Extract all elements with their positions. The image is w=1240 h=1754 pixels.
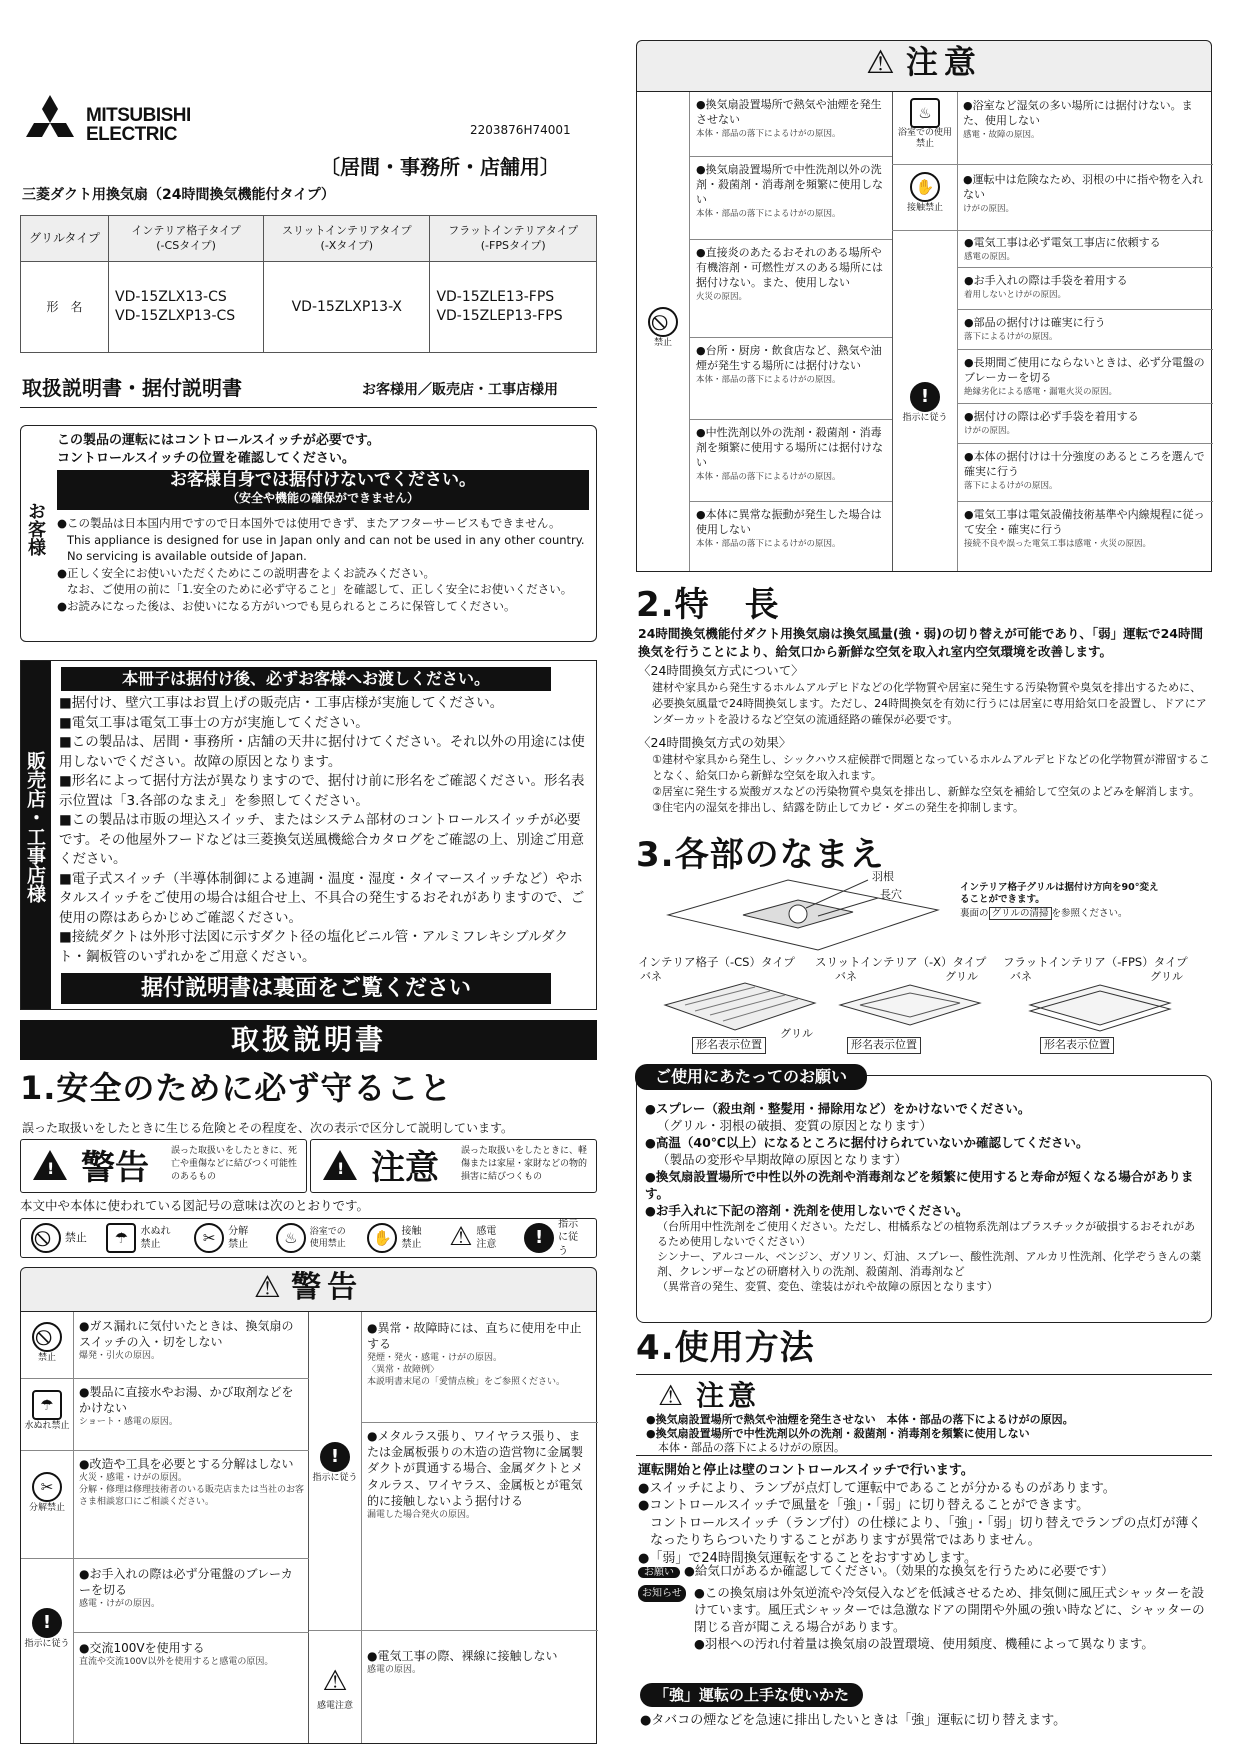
customer-line2: コントロールスイッチの位置を確認してください。 xyxy=(57,451,355,466)
warn-r2: ●メタルラス張り、ワイヤラス張り、または金属板張りの木造の造営物に金属製ダクトが貫通する場合、金属ダクトとメタルラス、ワイヤラス、金属板とが電気的に接触しないよう据付ける 漏電した場合発火の原因。 xyxy=(367,1429,584,1520)
customer-side-label: お客様 xyxy=(25,502,46,556)
section1-title: 1.安全のために必ず守ること xyxy=(20,1069,453,1107)
fps-grill: グリル xyxy=(1150,970,1183,983)
cs-models: VD-15ZLX13-CS VD-15ZLXP13-CS xyxy=(109,262,264,353)
document-id: 2203876H74001 xyxy=(470,123,571,137)
section2-effects: ①建材や家具から発生し、シックハウス症候群で問題となっているホルムアルデヒドなどの化学物質が滞留することなく、給気口から新鮮な空気を取入れます。 ②居室に発生する炭酸ガスなどの汚染物質や臭気を排出し、新鮮な空気を補給して空気のよどみを解消します。 ③住宅内の湿気を排出し、結露を防止してカビ・ダニの発生を抑制します。 xyxy=(652,753,1210,814)
type-cs-label: インテリア格子（-CS）タイプ xyxy=(638,955,795,969)
dealer-items: ■据付け、壁穴工事はお買上げの販売店・工事店様が実施してください。 ■電気工事は電気工事士の方が実施してください。 ■この製品は、居間・事務所・店舗の天井に据付けてください。それ以外の用途には使用しないでください。故障の原因となります。 ■形名によって据付方法が異なりますので、据付け前に形名をご確認ください。形名表示位置は「3.各部のなまえ」を参照してください。 ■この製品は市販の埋込スイッチ、またはシステム部材のコントロールスイッチが必要です。その他屋外フードなどは三菱換気送風機総合カタログをご確認の上、別途ご用意ください。 ■電子式スイッチ（半導体制御による連調・温度・湿度・タイマースイッチなど）やホタルスイッチをご使用の場合は組合せ上、不具合の発生するおそれがありますので、ご使用の際はあらかじめご確認ください。 ■接続ダクトは外形寸法図に示すダクト径の塩化ビニル管・アルミフレキシブルダクト・鋼板管のいずれかをご用意ください。 xyxy=(59,695,585,965)
fps-bane: バネ xyxy=(1010,970,1032,983)
brand-line2: ELECTRIC xyxy=(86,124,177,145)
notice-tag: お知らせ ●この換気扇は外気逆流や冷気侵入などを低減させるため、排気側に風圧式シャッターを設けています。風圧式シャッターでは急激なドアの開閉や外風の強い時などに、シャッターの閉じる音が聞こえる場合があります。 ●羽根への汚れ付着量は換気扇の設置環境、使用頻度、機種によって異なります。 xyxy=(638,1584,1212,1652)
ceiling-unit-diagram xyxy=(648,870,948,960)
grille-type-header: グリルタイプ xyxy=(21,216,109,262)
warn-l3: ●改造や工具を必要とする分解はしない 火災・感電・けがの原因。 分解・修理は修理技術者のいる販売店または当社のお客さま相談窓口にご相談ください。 xyxy=(79,1457,305,1508)
x-grill: グリル xyxy=(945,970,978,983)
caution-left-icon: 禁止 xyxy=(639,307,687,349)
caution-right-icon: ! 指示に従う xyxy=(895,382,955,424)
customer-notes: ●この製品は日本国内用ですので日本国外では使用できず、またアフターサービスもできません。 This appliance is designed for use in Japan only and can not be used in any other country. No servicing is available outside of Japan. ●正しく安全にお使いいただくためにこの説明書をよくお読みください。 なお、ご使用の前に「1.安全のために必ず守ること」を確認して、正しく安全にお使いください。 ●お読みになった後は、お使いになる方がいつでも見られるところに保管してください。 xyxy=(57,516,585,613)
section2-h1: 〈24時間換気方式について〉 xyxy=(638,663,804,678)
warning-label: 警告 xyxy=(81,1148,149,1188)
warning-table xyxy=(20,1312,597,1744)
dealer-box xyxy=(20,660,597,1010)
caution-r1: ●浴室など湿気の多い場所には据付けない。また、使用しない 感電・故障の原因。 xyxy=(963,99,1193,140)
instruction-icon: ! xyxy=(910,382,940,412)
grille-x-diagram xyxy=(830,975,995,1045)
warn-r1: ●異常・故障時には、直ちに使用を中止する 発煙・発火・感電・けがの原因。 〈異常・故障例〉 本説明書末尾の「愛情点検」をご参照ください。 xyxy=(367,1321,582,1388)
label-nagaana: 長穴 xyxy=(880,888,902,901)
audience: お客様用／販売店・工事店様用 xyxy=(362,382,558,398)
label-hane: 羽根 xyxy=(872,870,894,883)
no-bathroom-icon-legend: ♨ 浴室での使用禁止 xyxy=(276,1223,348,1253)
section2-h2: 〈24時間換気方式の効果〉 xyxy=(638,735,792,750)
cs-grill: グリル xyxy=(780,1027,813,1040)
fps-header: フラットインテリアタイプ (-FPSタイプ) xyxy=(430,216,597,262)
x-models: VD-15ZLXP13-X xyxy=(264,262,430,353)
warning-triangle-icon: ! xyxy=(33,1150,67,1180)
fps-position: 形名表示位置 xyxy=(1040,1037,1114,1054)
shock-icon-legend: ⚠ 感電注意 xyxy=(449,1222,497,1253)
warning-legend xyxy=(20,1139,307,1193)
no-touch-icon-legend: ✋ 接触禁止 xyxy=(367,1223,429,1253)
caution-r2: ●運転中は危険なため、羽根の中に指や物を入れない けがの原因。 xyxy=(963,173,1204,214)
dealer-bar: 本冊子は据付け後、必ずお客様へお渡しください。 xyxy=(61,667,551,691)
x-bane: バネ xyxy=(835,970,857,983)
brand-line1: MITSUBISHI xyxy=(86,105,191,126)
warn-l4-icon: ! 指示に従う xyxy=(23,1608,71,1650)
prohibit-icon xyxy=(648,307,678,337)
request-tag: お願い ●給気口があるか確認してください。（効果的な換気を行うために必要です） xyxy=(638,1563,1212,1580)
symbol-legend xyxy=(20,1218,597,1258)
model-label: 形 名 xyxy=(21,262,109,353)
warn-r3-icon: ⚠ 感電注意 xyxy=(316,1664,353,1711)
caution-table xyxy=(636,92,1212,572)
type-fps-label: フラットインテリア（-FPS）タイプ xyxy=(1003,955,1188,969)
section1-intro: 誤った取扱いをしたときに生じる危険とその程度を、次の表示で区分して説明しています。 xyxy=(22,1121,514,1135)
x-header: スリットインテリアタイプ (-Xタイプ) xyxy=(264,216,430,262)
request-box xyxy=(636,1067,1212,1323)
instruction-icon-legend: ! 指示に従う xyxy=(524,1218,586,1259)
x-position: 形名表示位置 xyxy=(847,1037,921,1054)
strong-mode-bar: 「強」運転の上手な使いかた xyxy=(640,1683,863,1707)
warning-header: ⚠ 警告 xyxy=(20,1267,597,1312)
prohibit-icon xyxy=(32,1322,62,1352)
customer-warning-bar: お客様自身では据付けないでください。 （安全や機能の確保ができません） xyxy=(57,470,589,510)
strong-mode-text: ●タバコの煙などを急速に排出したいときは「強」運転に切り替えます。 xyxy=(640,1713,1067,1728)
manual-bar: 取扱説明書 xyxy=(20,1020,597,1060)
no-disassemble-icon-legend: ✂ 分解禁止 xyxy=(194,1223,256,1253)
type-x-label: スリットインテリア（-X）タイプ xyxy=(815,955,987,969)
rotate-note: インテリア格子グリルは据付け方向を90°変えることができます。 xyxy=(960,882,1159,905)
section2-lead: 24時間換気機能付ダクト用換気扇は換気風量(強・弱)の切り替えが可能であり、「弱」運転で24時間換気を行うことにより、給気口から新鮮な空気を取入れ室内空気環境を改善します。 xyxy=(638,626,1203,659)
shock-icon: ⚠ xyxy=(322,1664,348,1697)
warning-desc: 誤った取扱いをしたときに、死亡や重傷などに結びつく可能性のあるもの xyxy=(171,1146,298,1182)
no-touch-icon: ✋ xyxy=(910,172,940,202)
no-water-icon-legend: ☂ 水ぬれ禁止 xyxy=(106,1223,174,1253)
caution-header: ⚠ 注意 xyxy=(636,40,1212,92)
customer-box xyxy=(20,425,597,642)
cs-header: インテリア格子タイプ (-CSタイプ) xyxy=(109,216,264,262)
warn-l4b: ●交流100Vを使用する 直流や交流100V以外を使用すると感電の原因。 xyxy=(79,1641,274,1668)
fps-models: VD-15ZLE13-FPS VD-15ZLEP13-FPS xyxy=(430,262,597,353)
manual-title: 取扱説明書・据付説明書 xyxy=(22,376,242,400)
caution-r2-icon: ✋ 接触禁止 xyxy=(895,172,955,214)
warn-l2: ●製品に直接水やお湯、かび取剤などをかけない ショート・感電の原因。 xyxy=(79,1385,294,1428)
warn-r2-icon: ! 指示に従う xyxy=(311,1442,359,1484)
cs-position: 形名表示位置 xyxy=(692,1037,766,1054)
section4-caution: ⚠ 注意 ●換気扇設置場所で熱気や油煙を発生させない 本体・部品の落下によるけがの原因。 ●換気扇設置場所で中性洗剤以外の洗剤・殺菌剤・消毒剤を頻繁に使用しない 本体・部品の落下によるけがの原因。 xyxy=(636,1374,1212,1456)
warn-l1: ●ガス漏れに気付いたときは、換気扇のスイッチの入・切をしない 爆発・引火の原因。 xyxy=(79,1319,294,1362)
section2-p1: 建材や家具から発生するホルムアルデヒドなどの化学物質や居室に発生する汚染物質や臭気を排出するために、必要換気風量で24時間換気します。ただし、24時間換気を有効に行うには居室に専用給気口を設置し、ドアにアンダーカットを設けるなど空気の流通経路の確保が必要です。 xyxy=(652,681,1207,726)
product-name: 三菱ダクト用換気扇（24時間換気機能付タイプ） xyxy=(22,187,335,203)
symbol-intro: 本文中や本体に使われている図記号の意味は次のとおりです。 xyxy=(20,1198,370,1213)
instruction-icon: ! xyxy=(32,1608,62,1638)
caution-left-list: ●換気扇設置場所で熱気や油煙を発生させない 本体・部品の落下によるけがの原因。 ●換気扇設置場所で中性洗剤以外の洗剤・殺菌剤・消毒剤を頻繁に使用しない 本体・部品の落下によるけがの原因。 ●直接炎のあたるおそれのある場所や有機溶剤・可燃性ガスのある場所には据付けない。また、使用しない 火災の原因。 ●台所・厨房・飲食店など、熱気や油煙が発生する場所には据付けない 本体・部品の落下によるけがの原因。 ●中性洗剤以外の洗剤・殺菌剤・消毒剤を頻繁に使用する場所には据付けない 本体・部品の落下によるけがの原因。 ●本体に異常な振動が発生した場合は使用しない 本体・部品の落下によるけがの原因。 xyxy=(690,92,892,570)
instruction-icon: ! xyxy=(320,1442,350,1472)
mitsubishi-logo xyxy=(20,95,215,150)
request-title: ご使用にあたってのお願い xyxy=(635,1064,867,1090)
warn-r3: ●電気工事の際、裸線に接触しない 感電の原因。 xyxy=(367,1649,558,1676)
warn-l1-icon: 禁止 xyxy=(23,1322,71,1364)
rotate-ref: 裏面の グリルの清掃 を参照ください。 xyxy=(960,908,1128,919)
section2-title: 2.特 長 xyxy=(636,585,780,625)
caution-label: 注意 xyxy=(371,1148,439,1188)
grille-fps-diagram xyxy=(1020,975,1185,1045)
no-bathroom-icon: ♨ xyxy=(910,98,940,128)
no-disassemble-icon: ✂ xyxy=(32,1472,62,1502)
caution-desc: 誤った取扱いをしたときに、軽傷または家屋・家財などの物的損害に結びつくもの xyxy=(461,1146,588,1182)
use-label: 〔居間・事務所・店舗用〕 xyxy=(320,155,560,179)
caution-r1-icon: ♨ 浴室での使用禁止 xyxy=(895,98,955,150)
section4-body: 運転開始と停止は壁のコントロールスイッチで行います。 ●スイッチにより、ランプが点灯して運転中であることが分かるものがあります。 ●コントロールスイッチで風量を「強」・「弱」に切り替えることができます。 コントロールスイッチ（ランプ付）の仕様により、「強」・「弱」切り替えでランプの点灯が薄くなったりちらついたりすることがありますが異常ではありません。 ●「弱」で24時間換気運転をすることをおすすめします。 xyxy=(638,1463,1202,1566)
model-table xyxy=(20,215,597,353)
warn-l4a: ●お手入れの際は必ず分電盤のブレーカーを切る 感電・けがの原因。 xyxy=(79,1567,293,1610)
caution-legend xyxy=(310,1139,597,1193)
warn-l3-icon: ✂ 分解禁止 xyxy=(23,1472,71,1514)
caution-right-list: ●電気工事は必ず電気工事店に依頼する 感電の原因。 ●お手入れの際は手袋を着用する 着用しないとけがの原因。 ●部品の据付けは確実に行う 落下によるけがの原因。 ●長期間ご使用にならないときは、必ず分電盤のブレーカーを切る 絶縁劣化による感電・漏電火災の原因。 ●据付けの際は必ず手袋を着用する けがの原因。 ●本体の据付けは十分強度のあるところを選んで確実に行う 落下によるけがの原因。 ●電気工事は電気設備技術基準や内線規程に従って安全・確実に行う 接続不良や誤った電気工事は感電・火災の原因。 xyxy=(958,230,1213,566)
caution-triangle-icon: ! xyxy=(323,1150,357,1180)
warn-l2-icon: ☂ 水ぬれ禁止 xyxy=(23,1390,71,1432)
three-diamonds-icon xyxy=(20,95,80,150)
no-water-icon: ☂ xyxy=(32,1390,62,1420)
prohibit-icon-legend: 禁止 xyxy=(31,1223,87,1253)
dealer-side-label: 販売店・工事店様 xyxy=(24,751,46,903)
customer-line1: この製品の運転にはコントロールスイッチが必要です。 xyxy=(57,433,380,448)
request-items: ●スプレー（殺虫剤・整髪用・掃除用など）をかけないでください。 （グリル・羽根の破損、変質の原因となります） ●高温（40℃以上）になるところに据付けられていないか確認してください。 （製品の変形や早期故障の原因となります） ●換気扇設置場所で中性以外の洗剤や消毒剤などを頻繁に使用すると寿命が短くなる場合があります。 ●お手入れに下記の溶剤・洗剤を使用しないでください。 （台所用中性洗剤をご使用ください。ただし、柑橘系などの植物系洗剤はプラスチックが破損するおそれがあるため使用しないでください） シンナー、アルコール、ベンジン、ガソリン、灯油、スプレー、酸性洗剤、アルカリ性洗剤、化学ぞうきんの薬剤、クレンザーなどの研磨材入りの洗剤、殺菌剤、消毒剤など （異常音の発生、変質、変色、塗装はがれや故障の原因となります） xyxy=(645,1101,1202,1293)
section4-title: 4.使用方法 xyxy=(636,1328,815,1368)
cs-bane: バネ xyxy=(640,970,662,983)
section3-title: 3.各部のなまえ xyxy=(636,835,885,875)
installation-back-bar: 据付説明書は裏面をご覧ください xyxy=(61,973,551,1004)
